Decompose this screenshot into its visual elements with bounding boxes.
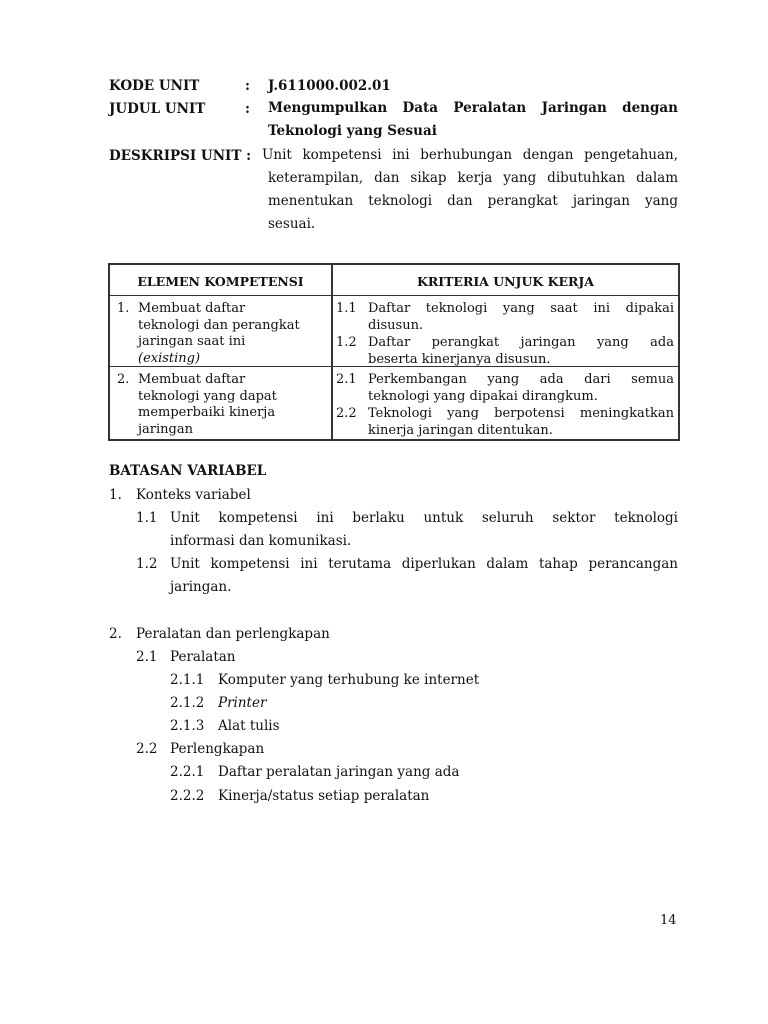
page-number: 14 [660,913,677,928]
elemen-line: (existing) [138,350,201,366]
judul-unit-label: JUDUL UNIT [109,101,206,117]
elemen-number: 2. [117,372,130,387]
deskripsi-line-2: keterampilan, dan sikap kerja yang dibutuhkan dalam [268,170,678,186]
item-2-1-1-text: Komputer yang terhubung ke internet [218,672,480,688]
item-2-1-3-number: 2.1.3 [170,718,205,734]
elemen-line: jaringan [138,421,193,437]
column-header-kriteria: KRITERIA UNJUK KERJA [417,274,594,289]
batasan-title: BATASAN VARIABEL [109,463,267,479]
section-1-number: 1. [109,487,122,503]
deskripsi-line-1: Unit kompetensi ini berhubungan dengan pengetahuan, [262,147,678,163]
kriteria-number: 2.1 [336,372,357,387]
kriteria-line: Perkembangan yang ada dari semua [368,372,674,387]
item-2-1-number: 2.1 [136,649,158,665]
kriteria-1-1 [336,301,674,335]
item-2-2-number: 2.2 [136,741,158,757]
deskripsi-unit-label: DESKRIPSI UNIT : [109,148,252,164]
kriteria-line: teknologi yang dipakai dirangkum. [368,388,598,404]
item-2-1-title: Peralatan [170,649,236,665]
section-2-number: 2. [109,626,122,642]
elemen-line: Membuat daftar [138,372,246,387]
item-1-1-number: 1.1 [136,510,158,526]
kriteria-line: disusun. [368,317,424,333]
item-2-2-2-number: 2.2.2 [170,788,205,804]
kriteria-line: Daftar perangkat jaringan yang ada [368,335,674,350]
kriteria-number: 1.2 [336,335,357,350]
deskripsi-line-3: menentukan teknologi dan perangkat jaringan yang [268,193,678,209]
kriteria-2-1 [336,372,674,406]
item-1-1-line-1: Unit kompetensi ini berlaku untuk seluruh sektor teknologi [170,510,678,526]
kriteria-number: 1.1 [336,301,357,316]
column-header-elemen: ELEMEN KOMPETENSI [137,274,304,289]
elemen-number: 1. [117,301,130,316]
item-1-2-number: 1.2 [136,556,158,572]
item-1-2-line-1: Unit kompetensi ini terutama diperlukan dalam tahap perancangan [170,556,678,572]
competency-table [108,263,680,441]
kode-unit-value: J.611000.002.01 [268,78,391,94]
kode-unit-colon: : [245,78,250,94]
item-1-2-line-2: jaringan. [170,579,232,595]
table-column-divider [331,265,333,439]
item-2-2-1-text: Daftar peralatan jaringan yang ada [218,764,460,780]
deskripsi-line-4: sesuai. [268,216,316,232]
elemen-line: teknologi yang dapat [138,388,277,404]
judul-unit-line-1: Mengumpulkan Data Peralatan Jaringan dengan [268,100,678,116]
item-2-2-1-number: 2.2.1 [170,764,205,780]
elemen-line: teknologi dan perangkat [138,317,300,333]
elemen-line: Membuat daftar [138,301,246,316]
kriteria-number: 2.2 [336,406,357,421]
kode-unit-label: KODE UNIT [109,78,200,94]
judul-unit-colon: : [245,101,250,117]
section-1-title: Konteks variabel [136,487,251,503]
item-2-1-3-text: Alat tulis [218,718,280,734]
kriteria-line: Teknologi yang berpotensi meningkatkan [368,406,674,421]
item-2-1-2-text: Printer [218,695,267,711]
kriteria-1-2 [336,335,674,369]
table-header-divider [110,295,678,296]
elemen-line: memperbaiki kinerja [138,405,276,420]
elemen-line: jaringan saat ini [138,334,246,349]
kriteria-line: Daftar teknologi yang saat ini dipakai [368,301,674,316]
item-1-1-line-2: informasi dan komunikasi. [170,533,352,549]
item-2-1-2-number: 2.1.2 [170,695,205,711]
item-2-1-1-number: 2.1.1 [170,672,205,688]
judul-unit-line-2: Teknologi yang Sesuai [268,123,437,139]
section-2-title: Peralatan dan perlengkapan [136,626,330,642]
item-2-2-2-text: Kinerja/status setiap peralatan [218,788,430,804]
kriteria-line: kinerja jaringan ditentukan. [368,422,553,438]
item-2-2-title: Perlengkapan [170,741,265,757]
kriteria-line: beserta kinerjanya disusun. [368,351,551,367]
kriteria-2-2 [336,406,674,440]
